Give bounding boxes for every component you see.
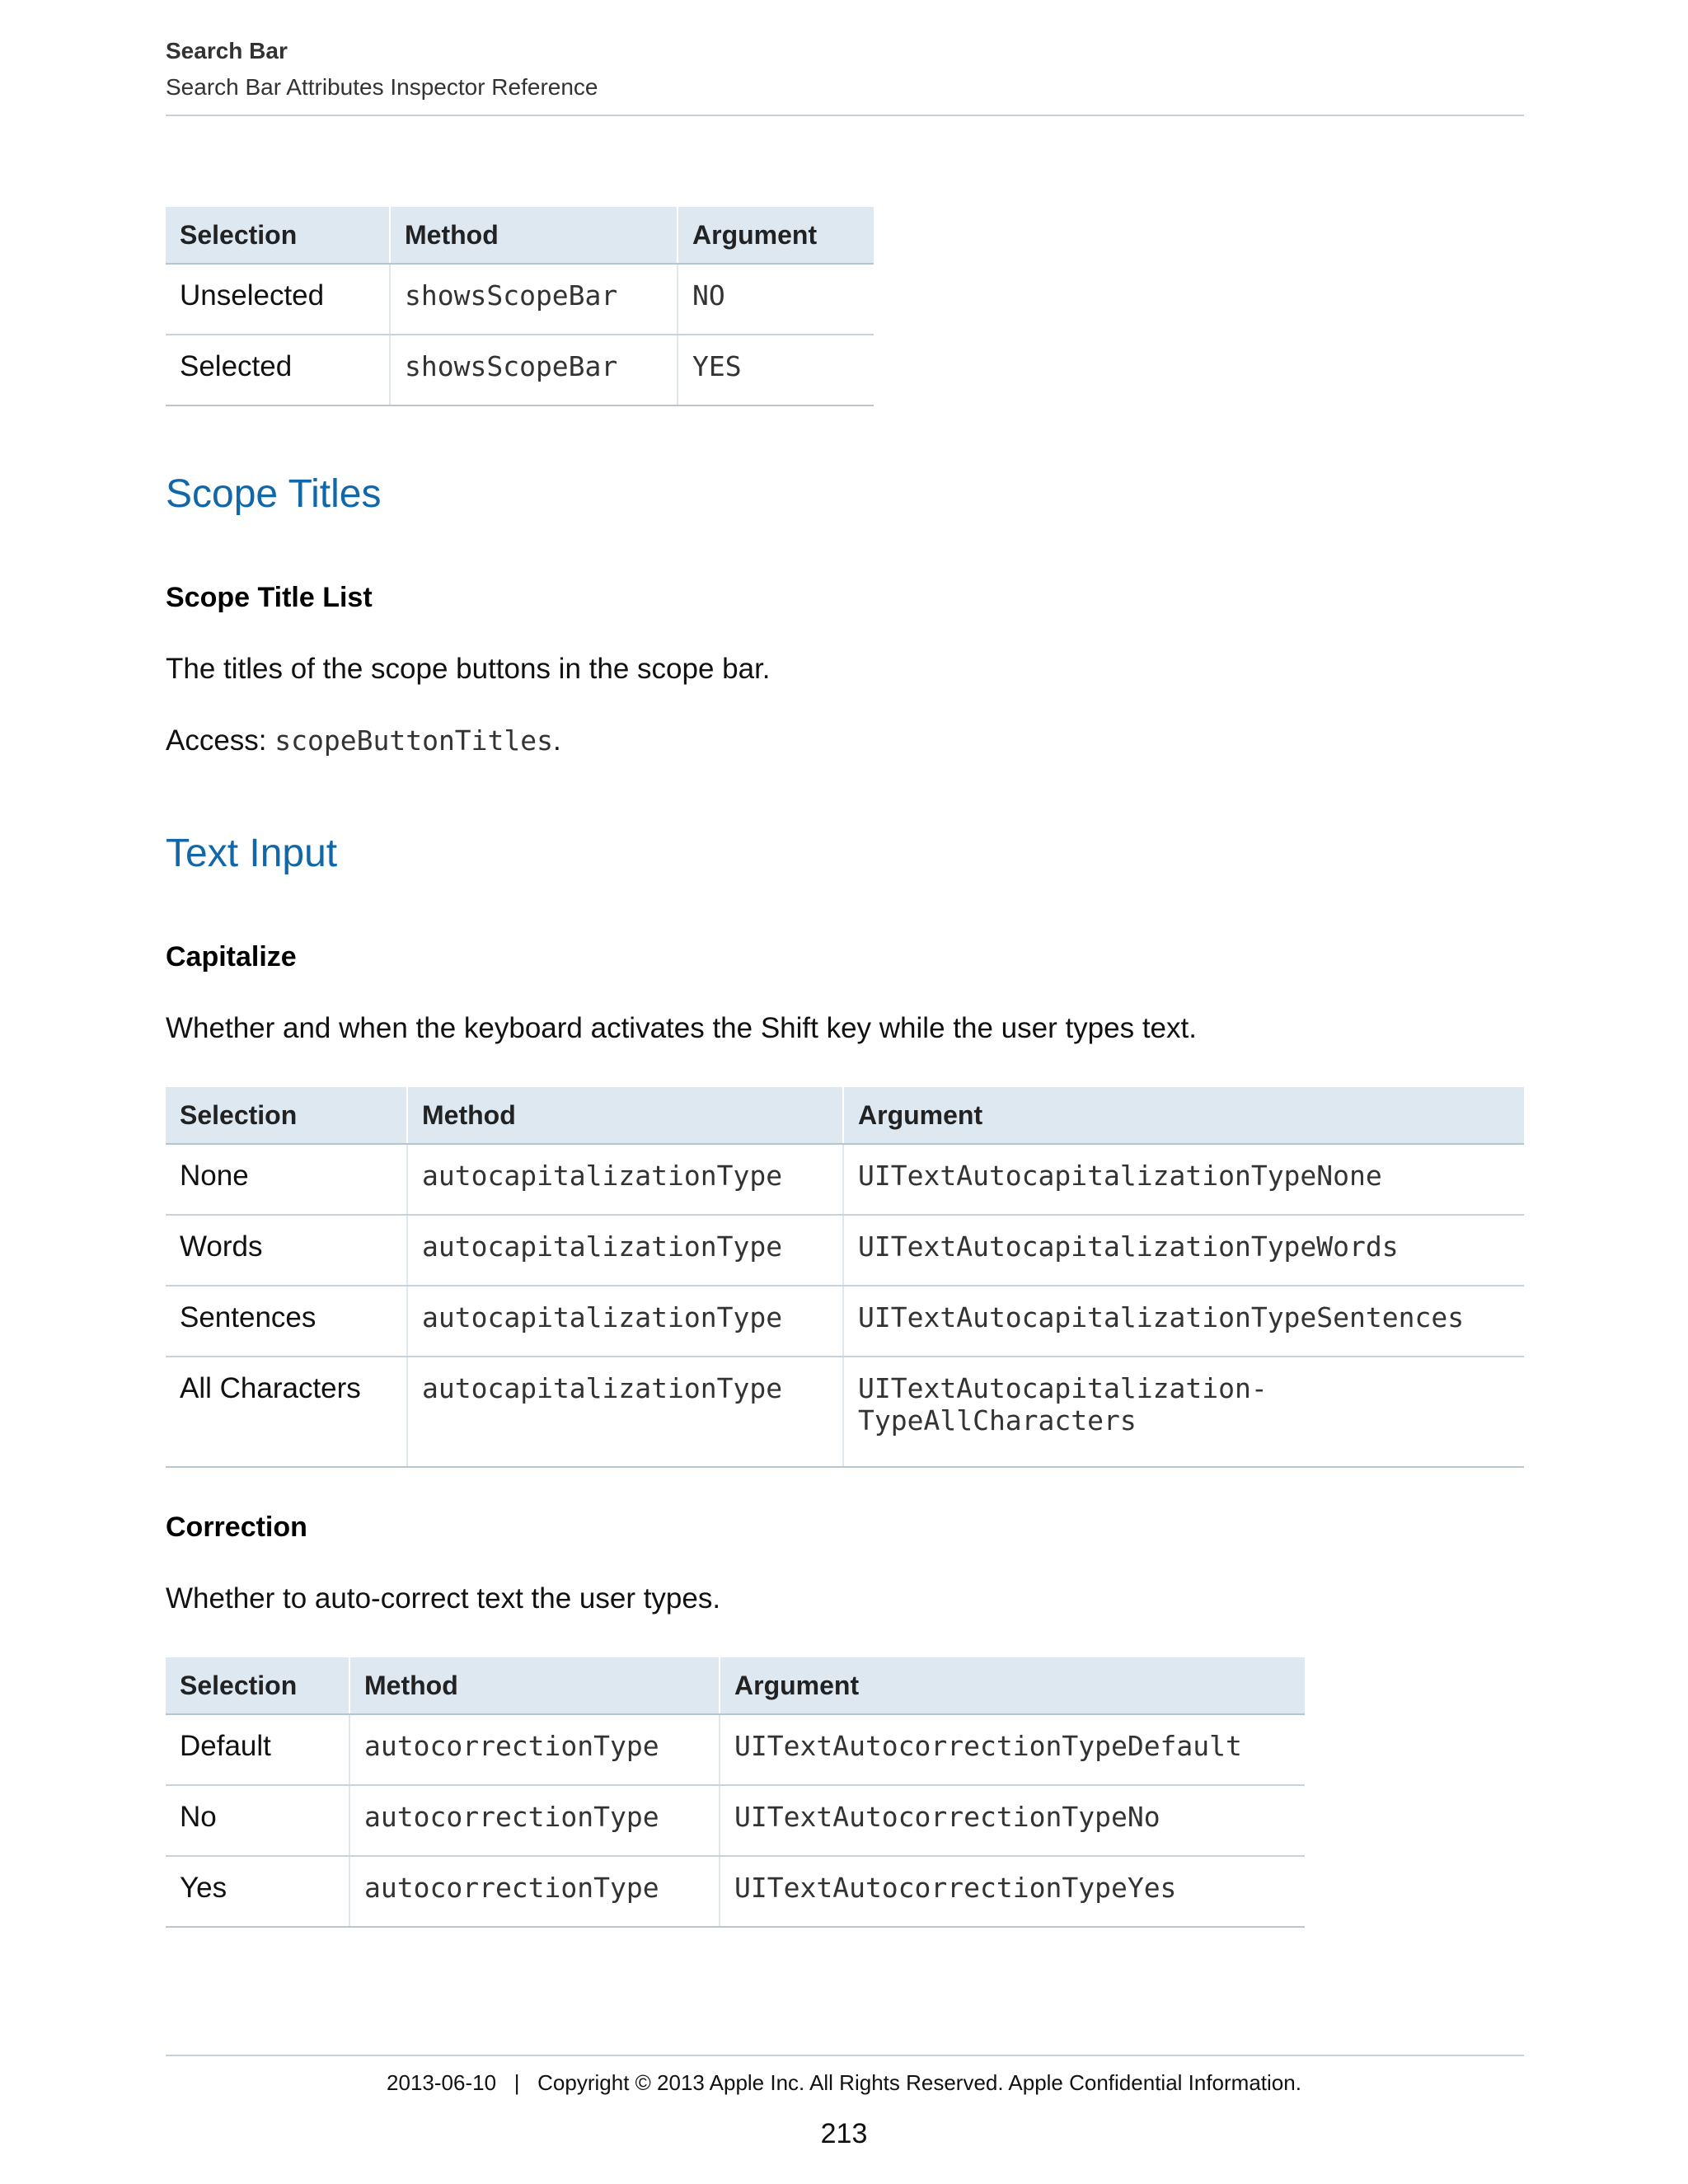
argument-cell: UITextAutocorrectionTypeDefault <box>720 1714 1305 1785</box>
selection-cell: No <box>166 1785 349 1856</box>
table-row <box>166 1144 1524 1215</box>
argument-cell <box>843 1357 1524 1467</box>
table-header-row <box>166 1087 1524 1144</box>
scope-title-list-description: The titles of the scope buttons in the scope bar. <box>166 653 771 685</box>
table-row <box>166 1714 1305 1785</box>
running-header-chapter: Search Bar <box>166 38 288 63</box>
selection-cell: Unselected <box>166 264 390 335</box>
table-row <box>166 335 874 405</box>
correction-description: Whether to auto-correct text the user types. <box>166 1582 721 1615</box>
method-cell: autocorrectionType <box>349 1785 720 1856</box>
method-cell: autocapitalizationType <box>407 1215 843 1286</box>
column-header-selection: Selection <box>166 1657 349 1714</box>
footer-copyright: 2013-06-10 | Copyright © 2013 Apple Inc. All Rights Reserved. Apple Confidential Information. <box>387 2070 1301 2095</box>
argument-cell: UITextAutocapitalizationTypeWords <box>843 1215 1524 1286</box>
column-header-method: Method <box>407 1087 843 1144</box>
column-header-argument: Argument <box>678 207 874 264</box>
capitalize-description: Whether and when the keyboard activates the Shift key while the user types text. <box>166 1012 1197 1044</box>
argument-cell: UITextAutocorrectionTypeNo <box>720 1785 1305 1856</box>
method-cell: autocorrectionType <box>349 1856 720 1927</box>
table-row <box>166 1357 1524 1467</box>
argument-cell: UITextAutocapitalizationTypeSentences <box>843 1286 1524 1357</box>
argument-cell: YES <box>678 335 874 405</box>
column-header-selection: Selection <box>166 1087 407 1144</box>
running-header-section: Search Bar Attributes Inspector Reference <box>166 74 598 100</box>
method-cell: autocapitalizationType <box>407 1357 843 1467</box>
selection-cell: Yes <box>166 1856 349 1927</box>
column-header-selection: Selection <box>166 207 390 264</box>
method-cell: showsScopeBar <box>390 264 678 335</box>
column-header-method: Method <box>349 1657 720 1714</box>
argument-cell: NO <box>678 264 874 335</box>
method-cell: showsScopeBar <box>390 335 678 405</box>
column-header-method: Method <box>390 207 678 264</box>
method-cell: autocapitalizationType <box>407 1286 843 1357</box>
table-row <box>166 1785 1305 1856</box>
selection-cell: Selected <box>166 335 390 405</box>
table-header-row <box>166 1657 1305 1714</box>
selection-cell: Sentences <box>166 1286 407 1357</box>
header-divider <box>166 115 1524 116</box>
selection-cell: Default <box>166 1714 349 1785</box>
argument-cell: UITextAutocorrectionTypeYes <box>720 1856 1305 1927</box>
column-header-argument: Argument <box>720 1657 1305 1714</box>
access-label: Access: <box>166 724 275 757</box>
capitalize-table <box>166 1087 1524 1468</box>
page-number: 213 <box>820 2118 868 2149</box>
access-suffix: . <box>553 724 561 757</box>
method-cell: autocorrectionType <box>349 1714 720 1785</box>
argument-cell: UITextAutocapitalizationTypeNone <box>843 1144 1524 1215</box>
table-header-row <box>166 207 874 264</box>
subheading-capitalize: Capitalize <box>166 941 297 972</box>
method-cell: autocapitalizationType <box>407 1144 843 1215</box>
selection-cell: All Characters <box>166 1357 407 1467</box>
argument-line-2: TypeAllCharacters <box>858 1404 1137 1436</box>
selection-cell: None <box>166 1144 407 1215</box>
section-heading-text-input: Text Input <box>166 832 338 875</box>
column-header-argument: Argument <box>843 1087 1524 1144</box>
table-row <box>166 1286 1524 1357</box>
table-row <box>166 1856 1305 1927</box>
section-heading-scope-titles: Scope Titles <box>166 472 382 516</box>
footer-divider <box>166 2055 1524 2056</box>
argument-line-1: UITextAutocapitalization- <box>858 1372 1268 1404</box>
scope-title-list-access <box>166 724 561 757</box>
table-row <box>166 264 874 335</box>
subheading-scope-title-list: Scope Title List <box>166 582 373 613</box>
subheading-correction: Correction <box>166 1511 307 1543</box>
correction-table <box>166 1657 1305 1928</box>
access-property: scopeButtonTitles <box>274 724 554 757</box>
selection-cell: Words <box>166 1215 407 1286</box>
scope-bar-table <box>166 207 874 406</box>
table-row <box>166 1215 1524 1286</box>
